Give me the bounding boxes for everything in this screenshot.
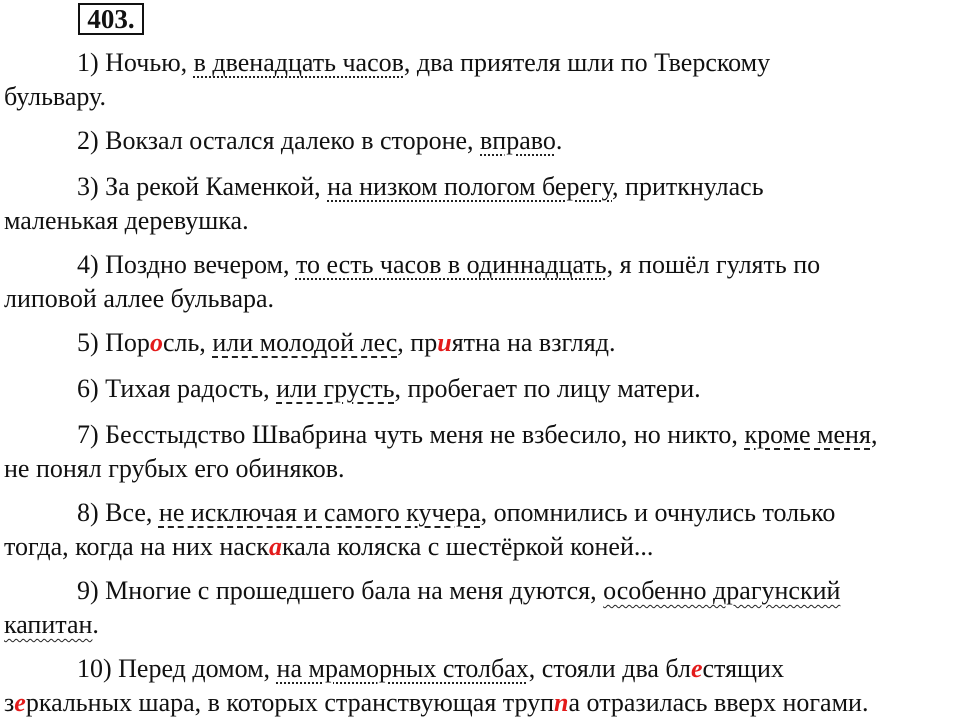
highlighted-letter: и <box>437 328 452 357</box>
sentence-text: 1) Ночью, <box>77 48 194 77</box>
sentence-text: кала коляска с шестёркой коней... <box>282 532 654 561</box>
sentence-text: 2) Вокзал остался далеко в стороне, <box>77 126 481 155</box>
underlined-phrase: на мраморных столбах <box>276 654 529 683</box>
sentence-text: , приткнулась <box>612 172 764 201</box>
sentence-text: маленькая деревушка. <box>4 206 249 235</box>
sentence-item <box>4 248 959 316</box>
sentence-item <box>4 326 959 360</box>
sentence-text: липовой аллее бульвара. <box>4 284 275 313</box>
sentence-line <box>4 80 959 114</box>
sentence-text: ятна на взгляд. <box>451 328 616 357</box>
sentence-item <box>4 574 959 642</box>
underlined-phrase: на низком пологом берегу <box>327 172 613 201</box>
sentence-text: тогда, когда на них наск <box>4 532 270 561</box>
highlighted-letter: а <box>269 532 283 561</box>
sentence-line <box>4 46 959 80</box>
sentence-line <box>4 574 959 608</box>
sentence-text: 3) За рекой Каменкой, <box>77 172 328 201</box>
sentence-text: не понял грубых его обиняков. <box>4 454 345 483</box>
highlighted-letter: е <box>690 654 703 683</box>
sentence-text: , опомнились и очнулись только <box>480 498 836 527</box>
sentence-line <box>4 418 959 452</box>
sentence-text: сль, <box>162 328 213 357</box>
sentence-line <box>4 608 959 642</box>
sentence-line <box>4 248 959 282</box>
exercise-number: 403. <box>78 3 144 35</box>
sentence-line <box>4 204 959 238</box>
sentence-item <box>4 372 959 406</box>
underlined-phrase: то есть часов в одиннадцать <box>295 250 607 279</box>
sentence-text: 7) Бесстыдство Швабрина чуть меня не взбесило, но никто, <box>77 420 745 449</box>
underlined-phrase: в двенадцать часов <box>193 48 404 77</box>
sentence-line <box>4 530 959 564</box>
sentence-text: з <box>4 688 15 717</box>
sentence-line <box>4 124 959 158</box>
sentence-text: , я пошёл гулять по <box>606 250 821 279</box>
sentence-line <box>4 686 959 720</box>
sentence-text: бульвару. <box>4 82 106 111</box>
sentence-text: стящих <box>702 654 784 683</box>
sentence-line <box>4 496 959 530</box>
sentence-item <box>4 124 959 158</box>
underlined-phrase: или молодой лес <box>212 328 398 357</box>
sentence-text: 5) Пор <box>77 328 150 357</box>
sentence-line <box>4 372 959 406</box>
sentence-text: , пр <box>397 328 438 357</box>
highlighted-letter: п <box>554 688 569 717</box>
sentence-line <box>4 452 959 486</box>
sentence-text: , пробегает по лицу матери. <box>394 374 701 403</box>
sentence-text: 4) Поздно вечером, <box>77 250 296 279</box>
sentence-text: 8) Все, <box>77 498 159 527</box>
sentence-text: . <box>92 610 99 639</box>
sentence-line <box>4 170 959 204</box>
sentence-line <box>4 282 959 316</box>
underlined-phrase: вправо <box>480 126 556 155</box>
sentence-text: , два приятеля шли по Тверскому <box>403 48 771 77</box>
sentence-line <box>4 652 959 686</box>
sentence-item <box>4 46 959 114</box>
underlined-phrase: не исключая и самого кучера <box>158 498 481 527</box>
highlighted-letter: о <box>149 328 163 357</box>
sentence-item <box>4 418 959 486</box>
sentence-text: 10) Перед домом, <box>77 654 277 683</box>
sentence-text: , <box>870 420 878 449</box>
sentence-text: а отразилась вверх ногами. <box>568 688 869 717</box>
underlined-phrase: кроме меня <box>744 420 871 449</box>
sentence-item <box>4 652 959 720</box>
highlighted-letter: е <box>14 688 26 717</box>
underlined-phrase: особенно драгунский <box>603 576 841 605</box>
sentence-text: . <box>555 126 563 155</box>
sentence-line <box>4 326 959 360</box>
underlined-phrase: капитан <box>4 610 93 639</box>
underlined-phrase: или грусть <box>276 374 395 403</box>
sentence-text: ркальных шара, в которых странствующая труп <box>25 688 555 717</box>
sentence-text: , стояли два бл <box>528 654 691 683</box>
sentence-item <box>4 170 959 238</box>
sentence-text: 9) Многие с прошедшего бала на меня дуются, <box>77 576 604 605</box>
sentence-item <box>4 496 959 564</box>
sentence-text: 6) Тихая радость, <box>77 374 277 403</box>
